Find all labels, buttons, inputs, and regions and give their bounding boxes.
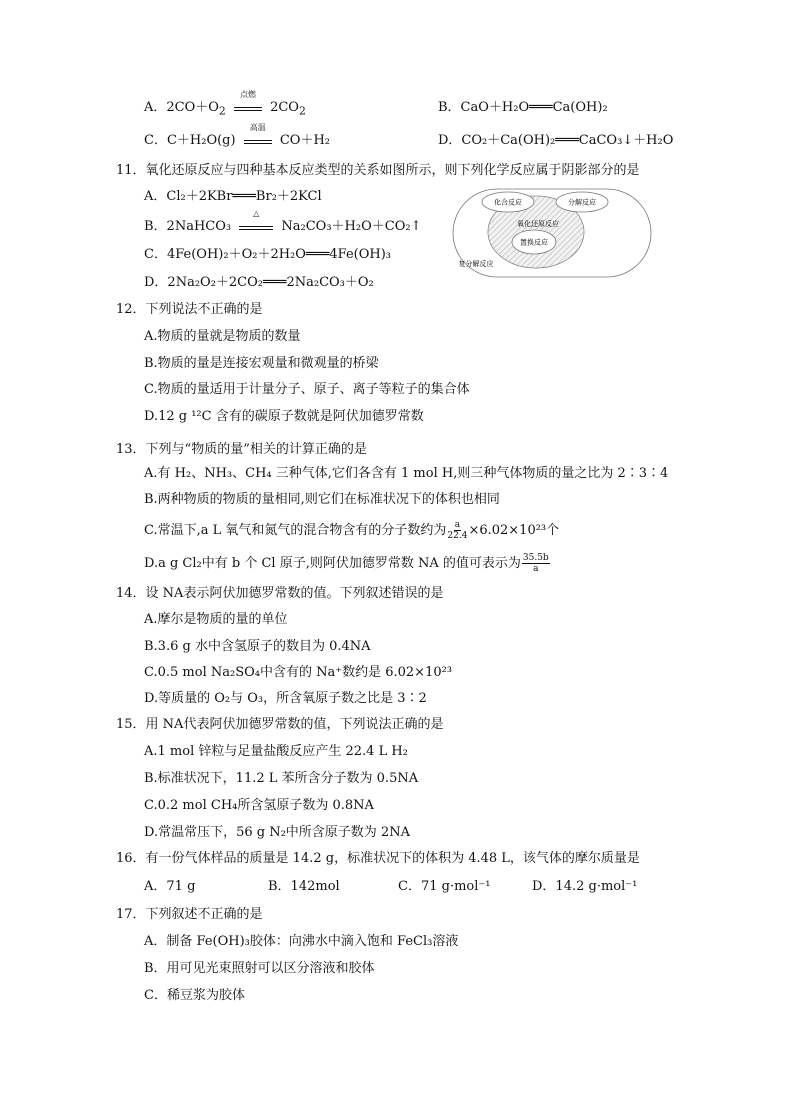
- q12-option-b: B.物质的量是连接宏观量和微观量的桥梁: [144, 356, 379, 371]
- q17-option-b: B．用可见光束照射可以区分溶液和胶体: [144, 961, 375, 976]
- q11-stem: 11．氧化还原反应与四种基本反应类型的关系如图所示，则下列化学反应属于阴影部分的是: [116, 163, 640, 178]
- reaction-types-diagram: [452, 188, 652, 278]
- q14-stem: 14．设 NA表示阿伏加德罗常数的值。下列叙述错误的是: [116, 586, 444, 601]
- q14-option-b: B.3.6 g 水中含氢原子的数目为 0.4NA: [144, 639, 371, 654]
- label-displacement: 置换反应: [520, 238, 548, 247]
- q16-option-a: A．71 g: [144, 879, 196, 894]
- q16-stem: 16．有一份气体样品的质量是 14.2 g，标准状况下的体积为 4.48 L，该气体的摩尔质量是: [116, 851, 640, 866]
- label-double-decomposition: 复分解反应: [458, 260, 494, 268]
- q12-option-c: C.物质的量适用于计量分子、原子、离子等粒子的集合体: [144, 382, 470, 397]
- q10-option-d: D．CO₂＋Ca(OH)₂═══CaCO₃↓＋H₂O: [438, 133, 674, 148]
- q17-option-a: A．制备 Fe(OH)₃胶体：向沸水中滴入饱和 FeCl₃溶液: [144, 934, 459, 949]
- q16-option-d: D．14.2 g·mol⁻¹: [532, 879, 638, 894]
- q15-stem: 15．用 NA代表阿伏加德罗常数的值，下列说法正确的是: [116, 717, 444, 732]
- q13-option-d: D.a g Cl₂中有 b 个 Cl 原子,则阿伏加德罗常数 NA 的值可表示为 $\frac{35.5b}{a}$: [144, 553, 549, 574]
- q15-option-c: C.0.2 mol CH₄所含氢原子数为 0.8NA: [144, 798, 374, 813]
- q13-stem: 13．下列与“物质的量”相关的计算正确的是: [116, 442, 367, 457]
- q17-option-c: C．稀豆浆为胶体: [144, 988, 245, 1003]
- reaction-arrow: △: [239, 218, 273, 230]
- q12-option-a: A.物质的量就是物质的数量: [144, 329, 301, 344]
- q11-option-a: A．Cl₂＋2KBr═══Br₂＋2KCl: [144, 189, 322, 204]
- q10-option-b: B．CaO＋H₂O═══Ca(OH)₂: [438, 100, 608, 115]
- q10-option-c: C．C＋H₂O(g) 高温 CO＋H₂: [144, 123, 331, 148]
- q10-a-lhs: A．2CO＋O: [144, 100, 219, 115]
- q15-option-d: D.常温常压下，56 g N₂中所含原子数为 2NA: [144, 825, 410, 840]
- q13-option-b: B.两种物质的物质的量相同,则它们在标准状况下的体积也相同: [144, 492, 500, 507]
- q17-stem: 17．下列叙述不正确的是: [116, 907, 263, 922]
- q10-option-a: A．$2CO+O_2$ 点燃 $2CO_2$: [144, 90, 306, 118]
- fraction: $\frac{a}{22.4}$: [447, 520, 468, 541]
- q15-option-b: B.标准状况下，11.2 L 苯所含分子数为 0.5NA: [144, 771, 419, 786]
- q14-option-a: A.摩尔是物质的量的单位: [144, 612, 288, 627]
- q16-option-b: B．142mol: [268, 879, 340, 894]
- q15-option-a: A.1 mol 锌粒与足量盐酸反应产生 22.4 L H₂: [144, 744, 408, 759]
- q13-option-a: A.有 H₂、NH₃、CH₄ 三种气体,它们各含有 1 mol H,则三种气体物质的量之比为 2∶3∶4: [144, 466, 669, 481]
- q14-option-d: D.等质量的 O₂与 O₃，所含氧原子数之比是 3∶2: [144, 691, 427, 706]
- label-decomposition: 分解反应: [568, 198, 596, 207]
- q12-option-d: D.12 g ¹²C 含有的碳原子数就是阿伏加德罗常数: [144, 409, 424, 424]
- q16-option-c: C．71 g·mol⁻¹: [398, 879, 491, 894]
- fraction: $\frac{35.5b}{a}$: [522, 553, 549, 574]
- label-combination: 化合反应: [494, 198, 522, 207]
- q12-stem: 12．下列说法不正确的是: [116, 302, 263, 317]
- q11-option-b: B．2NaHCO₃ △ Na₂CO₃＋H₂O＋CO₂↑: [144, 209, 422, 234]
- q11-option-d: D．2Na₂O₂＋2CO₂═══2Na₂CO₃＋O₂: [144, 275, 374, 290]
- q13-option-c: C.常温下,a L 氧气和氮气的混合物含有的分子数约为 $\frac{a}{22.4}$ ×6.02×10²³个: [144, 520, 560, 541]
- label-redox: 氧化还原反应: [517, 220, 559, 228]
- reaction-arrow: 高温: [244, 132, 272, 144]
- q11-option-c: C．4Fe(OH)₂＋O₂＋2H₂O═══4Fe(OH)₃: [144, 247, 392, 262]
- reaction-arrow: 点燃: [234, 99, 262, 111]
- q14-option-c: C.0.5 mol Na₂SO₄中含有的 Na⁺数约是 6.02×10²³: [144, 665, 453, 680]
